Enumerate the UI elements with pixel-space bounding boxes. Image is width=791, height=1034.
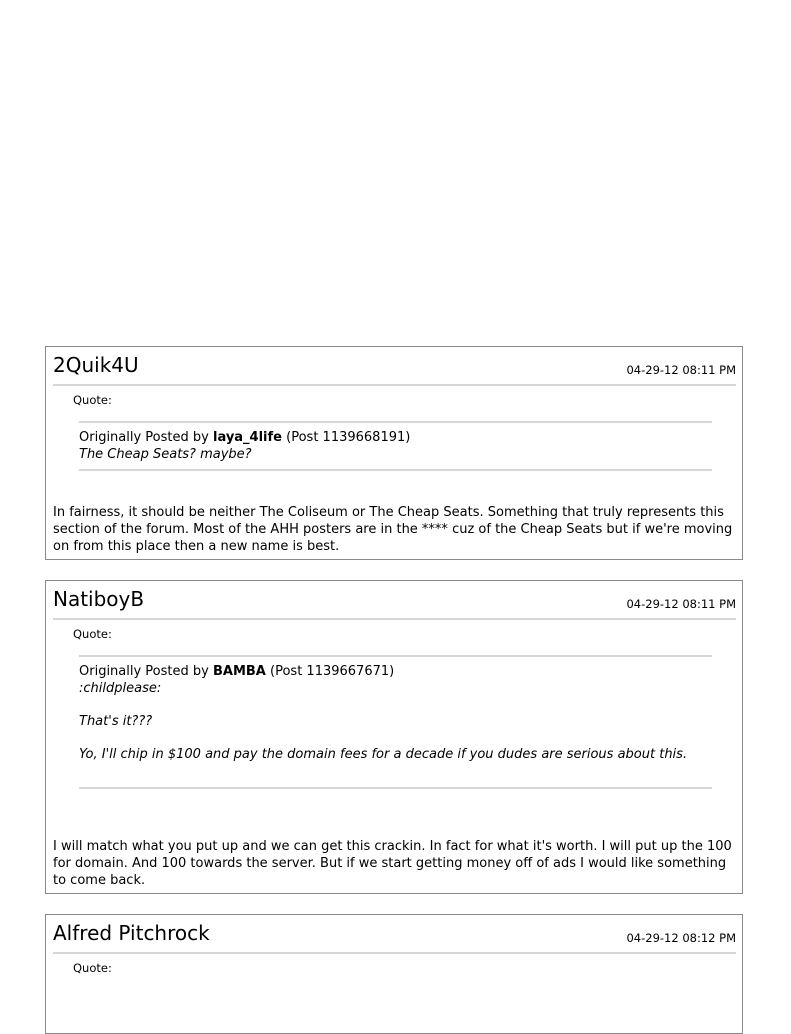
quoted-post-ref[interactable]: (Post 1139668191): [286, 430, 411, 445]
quote-text: That's it???: [79, 714, 153, 729]
quote-block: [79, 655, 712, 789]
quote-text: Yo, I'll chip in $100 and pay the domain fees for a decade if you dudes are serious about this.: [79, 747, 688, 762]
post-message: In fairness, it should be neither The Coliseum or The Cheap Seats. Something that truly represents this section of the forum. Most of the AHH posters are in the **** cuz of the Cheap Seats but if we're moving on from this place then a new name is best.: [53, 505, 733, 554]
quote-label: Quote:: [73, 961, 112, 975]
post-author[interactable]: 2Quik4U: [53, 353, 139, 377]
post-header: [46, 915, 742, 953]
quote-block: [79, 421, 712, 471]
quote-prefix: Originally Posted by: [79, 664, 209, 679]
header-divider: [53, 618, 736, 620]
forum-post: [45, 914, 743, 1034]
post-header: [46, 347, 742, 385]
quote-text: The Cheap Seats? maybe?: [79, 447, 252, 462]
forum-post: [45, 346, 743, 560]
quote-text: :childplease:: [79, 681, 162, 696]
quote-origin: [79, 657, 712, 680]
post-date: 04-29-12 08:11 PM: [626, 363, 736, 377]
quote-label: Quote:: [73, 627, 112, 641]
post-date: 04-29-12 08:12 PM: [626, 931, 736, 945]
post-author[interactable]: NatiboyB: [53, 587, 145, 611]
quoted-user[interactable]: laya_4life: [212, 430, 282, 445]
quote-origin: [79, 423, 712, 446]
post-date: 04-29-12 08:11 PM: [626, 597, 736, 611]
post-author[interactable]: Alfred Pitchrock: [53, 921, 210, 945]
post-header: [46, 581, 742, 619]
forum-post: [45, 580, 743, 894]
post-message: I will match what you put up and we can get this crackin. In fact for what it's worth. I will put up the 100 for domain. And 100 towards the server. But if we start getting money off of ads I would like something to come back.: [53, 839, 732, 888]
quoted-user[interactable]: BAMBA: [212, 664, 266, 679]
quote-prefix: Originally Posted by: [79, 430, 209, 445]
quoted-post-ref[interactable]: (Post 1139667671): [270, 664, 395, 679]
quote-label: Quote:: [73, 393, 112, 407]
header-divider: [53, 384, 736, 386]
header-divider: [53, 952, 736, 954]
